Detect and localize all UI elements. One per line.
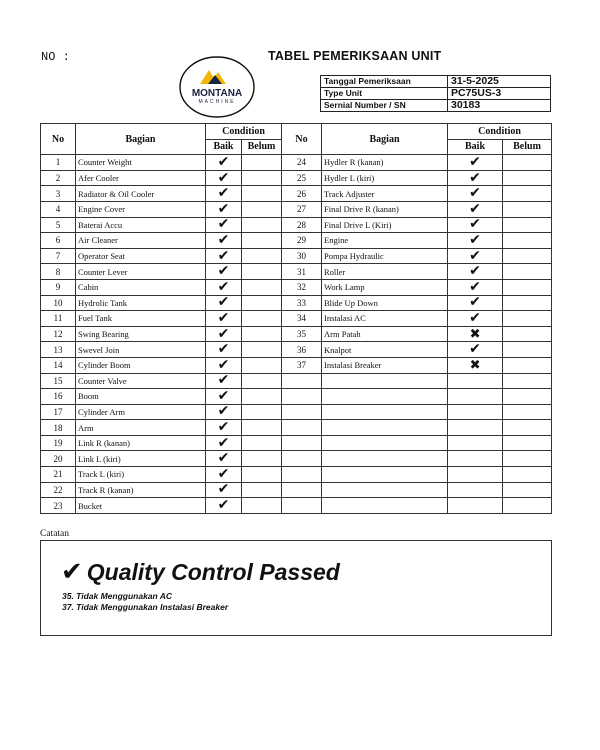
right-belum-mark xyxy=(503,326,552,342)
left-baik-mark: ✔ xyxy=(206,170,242,186)
left-belum-mark xyxy=(242,373,282,389)
left-row-number: 18 xyxy=(41,420,76,436)
note-line: 37. Tidak Menggunakan Instalasi Breaker xyxy=(62,602,229,612)
right-belum-mark xyxy=(503,201,552,217)
right-belum-mark xyxy=(503,451,552,467)
right-belum-mark xyxy=(503,498,552,514)
table-row xyxy=(41,467,552,483)
left-row-part: Boom xyxy=(76,389,206,405)
left-belum-mark xyxy=(242,217,282,233)
left-row-number: 1 xyxy=(41,155,76,171)
qc-headline xyxy=(61,557,340,587)
page-title: TABEL PEMERIKSAAN UNIT xyxy=(268,49,442,63)
right-belum-mark xyxy=(503,311,552,327)
right-baik-mark: ✔ xyxy=(448,233,503,249)
table-row xyxy=(41,217,552,233)
right-belum-mark xyxy=(503,467,552,483)
left-belum-mark xyxy=(242,435,282,451)
left-row-number: 5 xyxy=(41,217,76,233)
right-row-part xyxy=(322,373,448,389)
table-row xyxy=(41,373,552,389)
note-line: 35. Tidak Menggunakan AC xyxy=(62,591,173,601)
table-row xyxy=(41,295,552,311)
inspection-table xyxy=(40,123,552,514)
left-row-number: 10 xyxy=(41,295,76,311)
header-bagian: Bagian xyxy=(76,124,206,155)
right-baik-mark: ✔ xyxy=(448,279,503,295)
right-belum-mark xyxy=(503,155,552,171)
left-row-part: Radiator & Oil Cooler xyxy=(76,186,206,202)
catatan-notes xyxy=(62,591,228,613)
left-row-part: Engine Cover xyxy=(76,201,206,217)
right-belum-mark xyxy=(503,217,552,233)
left-row-number: 13 xyxy=(41,342,76,358)
left-belum-mark xyxy=(242,482,282,498)
left-belum-mark xyxy=(242,342,282,358)
right-baik-mark: ✔ xyxy=(448,155,503,171)
right-belum-mark xyxy=(503,404,552,420)
right-row-part: Arm Patah xyxy=(322,326,448,342)
right-belum-mark xyxy=(503,357,552,373)
right-row-number xyxy=(282,389,322,405)
right-row-number: 27 xyxy=(282,201,322,217)
right-baik-mark xyxy=(448,451,503,467)
no-label: NO : xyxy=(41,50,70,64)
right-row-number: 24 xyxy=(282,155,322,171)
left-row-number: 14 xyxy=(41,357,76,373)
left-belum-mark xyxy=(242,326,282,342)
left-row-number: 2 xyxy=(41,170,76,186)
table-row xyxy=(41,482,552,498)
table-row xyxy=(41,264,552,280)
left-baik-mark: ✔ xyxy=(206,311,242,327)
right-row-part: Engine xyxy=(322,233,448,249)
left-row-part: Cylinder Boom xyxy=(76,357,206,373)
right-row-part: Blide Up Down xyxy=(322,295,448,311)
left-baik-mark: ✔ xyxy=(206,467,242,483)
right-belum-mark xyxy=(503,482,552,498)
right-row-part xyxy=(322,498,448,514)
header-belum: Belum xyxy=(503,139,552,155)
right-baik-mark: ✔ xyxy=(448,311,503,327)
left-row-part: Counter Lever xyxy=(76,264,206,280)
left-belum-mark xyxy=(242,389,282,405)
left-baik-mark: ✔ xyxy=(206,373,242,389)
right-belum-mark xyxy=(503,295,552,311)
right-baik-mark xyxy=(448,389,503,405)
left-baik-mark: ✔ xyxy=(206,279,242,295)
right-baik-mark xyxy=(448,467,503,483)
info-table xyxy=(320,75,551,112)
header-baik: Baik xyxy=(448,139,503,155)
right-row-part xyxy=(322,389,448,405)
table-row xyxy=(41,420,552,436)
table-row xyxy=(41,201,552,217)
header-belum: Belum xyxy=(242,139,282,155)
left-baik-mark: ✔ xyxy=(206,420,242,436)
left-row-part: Baterai Accu xyxy=(76,217,206,233)
right-belum-mark xyxy=(503,233,552,249)
right-baik-mark xyxy=(448,498,503,514)
left-row-number: 15 xyxy=(41,373,76,389)
info-label: Sernial Number / SN xyxy=(321,100,448,112)
logo-text-top: MONTANA xyxy=(191,88,243,99)
left-row-number: 4 xyxy=(41,201,76,217)
left-belum-mark xyxy=(242,420,282,436)
info-row-date xyxy=(321,76,551,88)
right-row-part: Roller xyxy=(322,264,448,280)
right-belum-mark xyxy=(503,342,552,358)
table-row xyxy=(41,248,552,264)
right-baik-mark: ✖ xyxy=(448,326,503,342)
left-row-number: 17 xyxy=(41,404,76,420)
table-row xyxy=(41,404,552,420)
right-row-part xyxy=(322,467,448,483)
header-condition: Condition xyxy=(448,124,552,140)
right-row-part: Knalpot xyxy=(322,342,448,358)
left-row-part: Link R (kanan) xyxy=(76,435,206,451)
left-belum-mark xyxy=(242,451,282,467)
left-baik-mark: ✔ xyxy=(206,389,242,405)
right-row-part xyxy=(322,482,448,498)
info-label: Tanggal Pemeriksaan xyxy=(321,76,448,88)
right-row-part: Instalasi AC xyxy=(322,311,448,327)
right-belum-mark xyxy=(503,420,552,436)
left-row-part: Afer Cooler xyxy=(76,170,206,186)
left-row-part: Track R (kanan) xyxy=(76,482,206,498)
qc-headline-text: Quality Control Passed xyxy=(86,558,340,585)
info-row-type xyxy=(321,88,551,100)
left-row-number: 8 xyxy=(41,264,76,280)
right-baik-mark: ✔ xyxy=(448,186,503,202)
info-value-type: PC75US-3 xyxy=(448,88,551,100)
table-row xyxy=(41,170,552,186)
left-row-part: Swevel Join xyxy=(76,342,206,358)
left-row-part: Swing Bearing xyxy=(76,326,206,342)
right-row-number xyxy=(282,373,322,389)
left-row-number: 12 xyxy=(41,326,76,342)
left-row-part: Arm xyxy=(76,420,206,436)
left-baik-mark: ✔ xyxy=(206,451,242,467)
right-row-part: Hydler R (kanan) xyxy=(322,155,448,171)
left-row-part: Bucket xyxy=(76,498,206,514)
left-row-number: 16 xyxy=(41,389,76,405)
left-baik-mark: ✔ xyxy=(206,155,242,171)
left-row-number: 22 xyxy=(41,482,76,498)
right-row-part xyxy=(322,435,448,451)
left-row-number: 9 xyxy=(41,279,76,295)
left-baik-mark: ✔ xyxy=(206,264,242,280)
left-baik-mark: ✔ xyxy=(206,357,242,373)
right-belum-mark xyxy=(503,264,552,280)
info-label: Type Unit xyxy=(321,88,448,100)
right-row-number xyxy=(282,420,322,436)
left-belum-mark xyxy=(242,155,282,171)
right-row-part xyxy=(322,404,448,420)
left-row-part: Cylinder Arm xyxy=(76,404,206,420)
left-baik-mark: ✔ xyxy=(206,482,242,498)
left-baik-mark: ✔ xyxy=(206,217,242,233)
header-no: No xyxy=(282,124,322,155)
right-row-part: Work Lamp xyxy=(322,279,448,295)
left-baik-mark: ✔ xyxy=(206,248,242,264)
right-row-part: Hydler L (kiri) xyxy=(322,170,448,186)
left-baik-mark: ✔ xyxy=(206,326,242,342)
right-row-number xyxy=(282,435,322,451)
table-row xyxy=(41,498,552,514)
header-baik: Baik xyxy=(206,139,242,155)
table-row xyxy=(41,389,552,405)
table-row xyxy=(41,451,552,467)
right-row-number xyxy=(282,451,322,467)
catatan-box xyxy=(40,540,552,636)
left-baik-mark: ✔ xyxy=(206,435,242,451)
left-belum-mark xyxy=(242,357,282,373)
right-baik-mark xyxy=(448,435,503,451)
left-belum-mark xyxy=(242,264,282,280)
left-belum-mark xyxy=(242,186,282,202)
right-row-number: 31 xyxy=(282,264,322,280)
left-baik-mark: ✔ xyxy=(206,201,242,217)
left-row-number: 21 xyxy=(41,467,76,483)
left-row-part: Operator Seat xyxy=(76,248,206,264)
table-row xyxy=(41,357,552,373)
right-baik-mark xyxy=(448,420,503,436)
right-row-number: 28 xyxy=(282,217,322,233)
right-belum-mark xyxy=(503,435,552,451)
right-baik-mark: ✔ xyxy=(448,170,503,186)
header-no: No xyxy=(41,124,76,155)
right-baik-mark: ✔ xyxy=(448,248,503,264)
table-row xyxy=(41,155,552,171)
right-baik-mark: ✔ xyxy=(448,295,503,311)
table-row xyxy=(41,311,552,327)
left-row-part: Hydrolic Tank xyxy=(76,295,206,311)
right-row-number: 26 xyxy=(282,186,322,202)
right-row-part: Pompa Hydraulic xyxy=(322,248,448,264)
right-row-number: 30 xyxy=(282,248,322,264)
table-row xyxy=(41,186,552,202)
right-row-number: 37 xyxy=(282,357,322,373)
left-row-number: 6 xyxy=(41,233,76,249)
left-baik-mark: ✔ xyxy=(206,498,242,514)
checkmark-icon: ✔ xyxy=(61,557,83,587)
left-row-number: 19 xyxy=(41,435,76,451)
right-row-number: 33 xyxy=(282,295,322,311)
left-row-part: Fuel Tank xyxy=(76,311,206,327)
left-row-number: 23 xyxy=(41,498,76,514)
right-baik-mark xyxy=(448,404,503,420)
right-row-part xyxy=(322,451,448,467)
left-baik-mark: ✔ xyxy=(206,342,242,358)
left-belum-mark xyxy=(242,279,282,295)
left-belum-mark xyxy=(242,498,282,514)
right-belum-mark xyxy=(503,170,552,186)
left-row-part: Cabin xyxy=(76,279,206,295)
inspection-rows xyxy=(41,155,552,514)
right-baik-mark: ✔ xyxy=(448,342,503,358)
info-row-serial xyxy=(321,100,551,112)
left-belum-mark xyxy=(242,170,282,186)
left-belum-mark xyxy=(242,467,282,483)
left-belum-mark xyxy=(242,201,282,217)
table-row xyxy=(41,435,552,451)
right-row-number xyxy=(282,404,322,420)
right-baik-mark: ✔ xyxy=(448,264,503,280)
table-row xyxy=(41,233,552,249)
right-row-number: 32 xyxy=(282,279,322,295)
right-belum-mark xyxy=(503,373,552,389)
right-belum-mark xyxy=(503,389,552,405)
right-row-part: Final Drive R (kanan) xyxy=(322,201,448,217)
right-row-number xyxy=(282,467,322,483)
right-row-part: Track Adjuster xyxy=(322,186,448,202)
right-row-number: 35 xyxy=(282,326,322,342)
header-condition: Condition xyxy=(206,124,282,140)
right-baik-mark xyxy=(448,482,503,498)
left-row-part: Track L (kiri) xyxy=(76,467,206,483)
left-row-part: Counter Valve xyxy=(76,373,206,389)
left-row-number: 7 xyxy=(41,248,76,264)
info-value-date: 31-5-2025 xyxy=(448,76,551,88)
left-baik-mark: ✔ xyxy=(206,295,242,311)
table-row xyxy=(41,342,552,358)
left-row-number: 11 xyxy=(41,311,76,327)
right-belum-mark xyxy=(503,279,552,295)
right-baik-mark: ✔ xyxy=(448,201,503,217)
right-row-part xyxy=(322,420,448,436)
right-row-number: 34 xyxy=(282,311,322,327)
right-belum-mark xyxy=(503,186,552,202)
left-row-part: Air Cleaner xyxy=(76,233,206,249)
left-belum-mark xyxy=(242,248,282,264)
left-row-number: 3 xyxy=(41,186,76,202)
left-row-part: Link L (kiri) xyxy=(76,451,206,467)
right-row-number: 29 xyxy=(282,233,322,249)
left-belum-mark xyxy=(242,295,282,311)
right-belum-mark xyxy=(503,248,552,264)
catatan-label: Catatan xyxy=(40,529,70,539)
info-value-serial: 30183 xyxy=(448,100,551,112)
left-belum-mark xyxy=(242,233,282,249)
logo-text-bottom: MACHINE xyxy=(198,99,236,105)
left-belum-mark xyxy=(242,404,282,420)
left-row-part: Counter Weight xyxy=(76,155,206,171)
left-baik-mark: ✔ xyxy=(206,233,242,249)
table-row xyxy=(41,279,552,295)
right-row-part: Instalasi Breaker xyxy=(322,357,448,373)
right-row-number: 25 xyxy=(282,170,322,186)
table-row xyxy=(41,326,552,342)
left-belum-mark xyxy=(242,311,282,327)
header-bagian: Bagian xyxy=(322,124,448,155)
right-row-number xyxy=(282,482,322,498)
right-row-number: 36 xyxy=(282,342,322,358)
left-baik-mark: ✔ xyxy=(206,404,242,420)
left-baik-mark: ✔ xyxy=(206,186,242,202)
right-row-part: Final Drive L (Kiri) xyxy=(322,217,448,233)
right-baik-mark: ✔ xyxy=(448,217,503,233)
right-row-number xyxy=(282,498,322,514)
left-row-number: 20 xyxy=(41,451,76,467)
right-baik-mark: ✖ xyxy=(448,357,503,373)
right-baik-mark xyxy=(448,373,503,389)
montana-machine-logo xyxy=(178,56,256,118)
